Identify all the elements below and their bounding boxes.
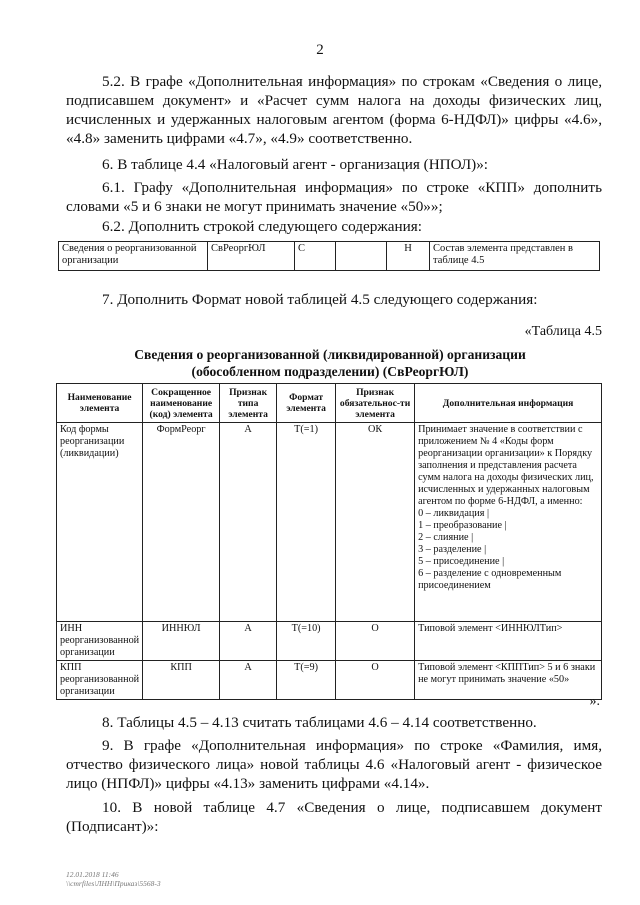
cell-info: Типовой элемент <КППТип> 5 и 6 знаки не могут принимать значение «50»	[415, 661, 602, 700]
cell-short-name: СвРеоргЮЛ	[208, 242, 295, 271]
cell-required: О	[336, 661, 415, 700]
list-item: 5 – присоединение |	[418, 556, 505, 567]
cell-type: С	[295, 242, 336, 271]
cell-code: ИННЮЛ	[143, 622, 220, 661]
paragraph-6-2: 6.2. Дополнить строкой следующего содержания:	[102, 218, 422, 235]
list-item: 1 – преобразование |	[418, 520, 507, 531]
header-short-name: Сокращенное наименование (код) элемента	[143, 384, 220, 423]
list-item: 2 – слияние |	[418, 532, 474, 543]
header-type: Признак типа элемента	[220, 384, 277, 423]
cell-name: Код формы реорганизации (ликвидации)	[57, 423, 143, 622]
cell-name: Сведения о реорганизованной организации	[59, 242, 208, 271]
cell-info: Типовой элемент <ИННЮЛТип>	[415, 622, 602, 661]
cell-code: ФормРеорг	[143, 423, 220, 622]
cell-required: О	[336, 622, 415, 661]
header-name: Наименование элемента	[57, 384, 143, 423]
header-format: Формат элемента	[277, 384, 336, 423]
table-title-line-2: (обособленном подразделении) (СвРеоргЮЛ)	[191, 364, 469, 379]
table-row	[59, 242, 600, 271]
cell-required: Н	[387, 242, 430, 271]
paragraph-9: 9. В графе «Дополнительная информация» по строке «Фамилия, имя, отчество физического лица» новой таблицы 4.6 «Налоговый агент - физическое лицо (НПФЛ)» цифры «4.13» заменить цифрами «4.14».	[66, 737, 602, 792]
header-required: Признак обязательнос-ти элемента	[336, 384, 415, 423]
cell-info	[415, 423, 602, 622]
cell-name: КПП реорганизованной организации	[57, 661, 143, 700]
footer-path: \\cmrfiles\ЛНН\Приказ\5568-3	[66, 879, 161, 888]
table-4-4-added-row	[58, 241, 600, 271]
paragraph-7: 7. Дополнить Формат новой таблицей 4.5 следующего содержания:	[102, 291, 538, 308]
paragraph-5-2: 5.2. В графе «Дополнительная информация» по строкам «Сведения о лице, подписавшем документ» и «Расчет сумм налога на доходы физических лиц, исчисленных и удержанных налоговым агентом (форма 6-НДФЛ)» цифры «4.6», «4.8» заменить цифрами «4.7», «4.9» соответственно.	[66, 73, 602, 147]
cell-format: T(=10)	[277, 622, 336, 661]
cell-info: Состав элемента представлен в таблице 4.5	[430, 242, 600, 271]
cell-code: КПП	[143, 661, 220, 700]
table-closing-quote: ».	[589, 694, 600, 709]
list-item: 6 – разделение с одновременным присоединением	[418, 568, 562, 591]
paragraph-10: 10. В новой таблице 4.7 «Сведения о лице, подписавшем документ (Подписант)»:	[66, 799, 602, 835]
table-4-5	[56, 383, 602, 700]
paragraph-6-1: 6.1. Графу «Дополнительная информация» по строке «КПП» дополнить словами «5 и 6 знаки не могут принимать значение «50»»;	[66, 179, 602, 215]
cell-type: А	[220, 661, 277, 700]
cell-format: T(=9)	[277, 661, 336, 700]
cell-format: T(=1)	[277, 423, 336, 622]
table-title-line-1: Сведения о реорганизованной (ликвидированной) организации	[134, 347, 526, 362]
table-row	[57, 622, 602, 661]
table-label: «Таблица 4.5	[524, 324, 602, 339]
page-number: 2	[316, 42, 324, 58]
cell-required: ОК	[336, 423, 415, 622]
cell-type: А	[220, 622, 277, 661]
table-header-row	[57, 384, 602, 423]
table-title	[60, 346, 600, 380]
footer-timestamp: 12.01.2018 11:46	[66, 870, 119, 879]
list-item: 3 – разделение |	[418, 544, 487, 555]
table-row	[57, 661, 602, 700]
cell-type: А	[220, 423, 277, 622]
file-path-footer	[66, 870, 161, 888]
paragraph-8: 8. Таблицы 4.5 – 4.13 считать таблицами 4.6 – 4.14 соответственно.	[102, 714, 537, 731]
table-row	[57, 423, 602, 622]
header-info: Дополнительная информация	[415, 384, 602, 423]
cell-format	[336, 242, 387, 271]
cell-name: ИНН реорганизованной организации	[57, 622, 143, 661]
info-intro: Принимает значение в соответствии с приложением № 4 «Коды форм реорганизации организации» к Порядку заполнения и представления расчета сумм налога на доходы физических лиц, исчисленных и удержанных налоговым агентом по форме 6-НДФЛ, а именно:	[418, 424, 594, 507]
paragraph-6: 6. В таблице 4.4 «Налоговый агент - организация (НПОЛ)»:	[102, 156, 489, 173]
list-item: 0 – ликвидация |	[418, 508, 490, 519]
